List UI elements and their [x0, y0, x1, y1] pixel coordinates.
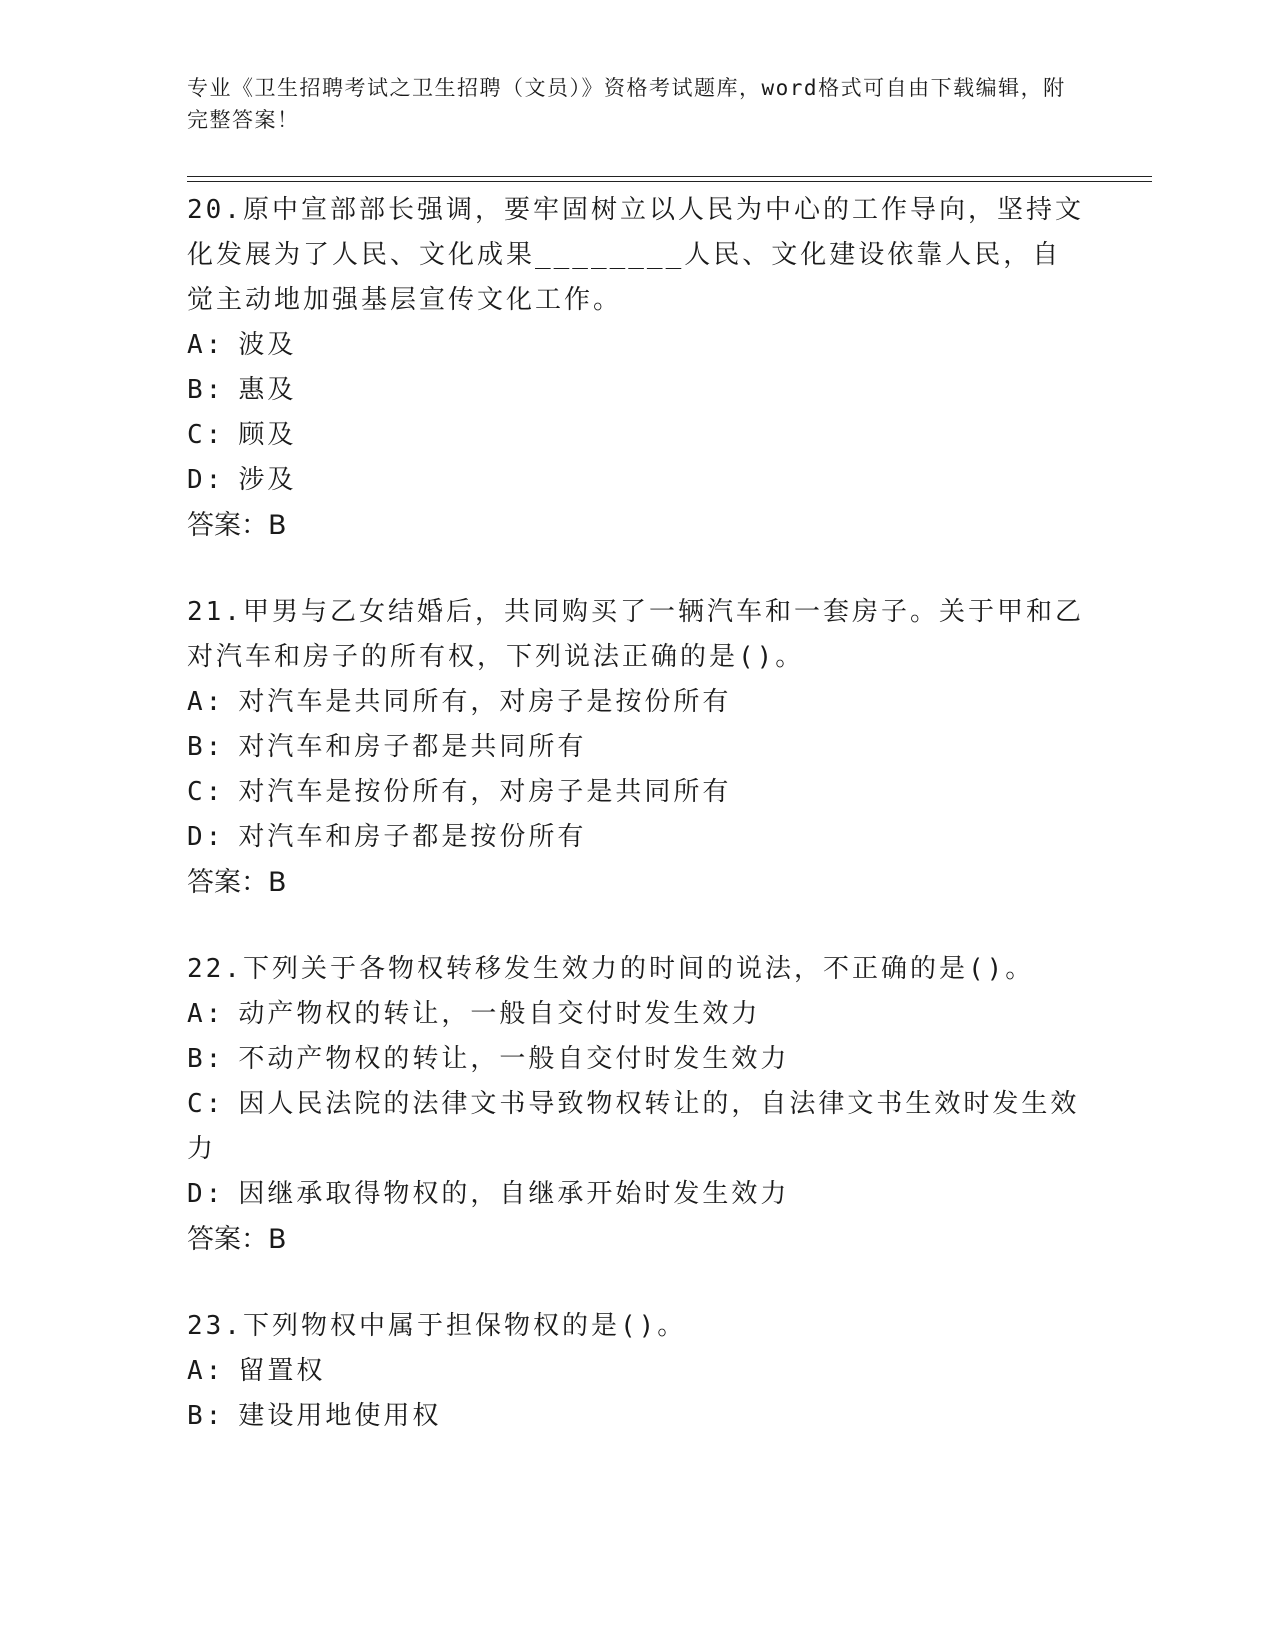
- question-21: [187, 590, 1087, 905]
- document-header: 专业《卫生招聘考试之卫生招聘（文员）》资格考试题库，word格式可自由下载编辑，附完整答案！: [187, 76, 1066, 132]
- header-divider-bottom: [187, 181, 1152, 182]
- option-text: 对汽车和房子都是共同所有: [238, 732, 587, 762]
- option-letter: A:: [187, 330, 225, 360]
- option-letter: C:: [187, 420, 225, 450]
- question-list: [187, 188, 1087, 1481]
- answer-line: 答案：B: [187, 1224, 287, 1255]
- option-text: 因继承取得物权的，自继承开始时发生效力: [238, 1179, 790, 1209]
- option-letter: B:: [187, 375, 225, 405]
- option-letter: D:: [187, 822, 225, 852]
- option-letter: A:: [187, 1356, 225, 1386]
- answer-line: 答案：B: [187, 867, 287, 898]
- option-c: [187, 413, 1087, 458]
- answer-line: 答案：B: [187, 510, 287, 541]
- question-22: [187, 947, 1087, 1262]
- question-20: [187, 188, 1087, 548]
- option-b: [187, 1394, 1087, 1439]
- option-text: 对汽车是共同所有，对房子是按份所有: [238, 687, 732, 717]
- option-text: 对汽车是按份所有，对房子是共同所有: [238, 777, 732, 807]
- option-letter: D:: [187, 465, 225, 495]
- option-a: [187, 992, 1087, 1037]
- option-c: [187, 1082, 1087, 1172]
- option-text: 波及: [238, 330, 297, 360]
- option-text: 不动产物权的转让，一般自交付时发生效力: [238, 1044, 790, 1074]
- option-text: 动产物权的转让，一般自交付时发生效力: [238, 999, 761, 1029]
- option-letter: B:: [187, 1401, 225, 1431]
- option-a: [187, 680, 1087, 725]
- option-c: [187, 770, 1087, 815]
- option-a: [187, 1349, 1087, 1394]
- option-letter: D:: [187, 1179, 225, 1209]
- option-d: [187, 458, 1087, 503]
- option-letter: A:: [187, 687, 225, 717]
- question-stem: 20.原中宣部部长强调，要牢固树立以人民为中心的工作导向，坚持文化发展为了人民、文化成果________人民、文化建设依靠人民，自觉主动地加强基层宣传文化工作。: [187, 195, 1084, 315]
- option-a: [187, 323, 1087, 368]
- option-b: [187, 725, 1087, 770]
- option-text: 因人民法院的法律文书导致物权转让的，自法律文书生效时发生效力: [187, 1089, 1080, 1164]
- option-d: [187, 1172, 1087, 1217]
- option-letter: C:: [187, 777, 225, 807]
- option-text: 建设用地使用权: [238, 1401, 442, 1431]
- question-stem: 21.甲男与乙女结婚后，共同购买了一辆汽车和一套房子。关于甲和乙对汽车和房子的所有权，下列说法正确的是()。: [187, 597, 1084, 672]
- question-stem: 22.下列关于各物权转移发生效力的时间的说法，不正确的是()。: [187, 954, 1035, 984]
- option-d: [187, 815, 1087, 860]
- option-text: 留置权: [238, 1356, 326, 1386]
- option-letter: B:: [187, 732, 225, 762]
- option-text: 惠及: [238, 375, 297, 405]
- question-stem: 23.下列物权中属于担保物权的是()。: [187, 1311, 687, 1341]
- header-divider-top: [187, 176, 1152, 177]
- option-letter: B:: [187, 1044, 225, 1074]
- option-letter: C:: [187, 1089, 225, 1119]
- option-text: 顾及: [238, 420, 297, 450]
- option-letter: A:: [187, 999, 225, 1029]
- option-b: [187, 368, 1087, 413]
- option-b: [187, 1037, 1087, 1082]
- option-text: 对汽车和房子都是按份所有: [238, 822, 587, 852]
- option-text: 涉及: [238, 465, 297, 495]
- question-23: [187, 1304, 1087, 1439]
